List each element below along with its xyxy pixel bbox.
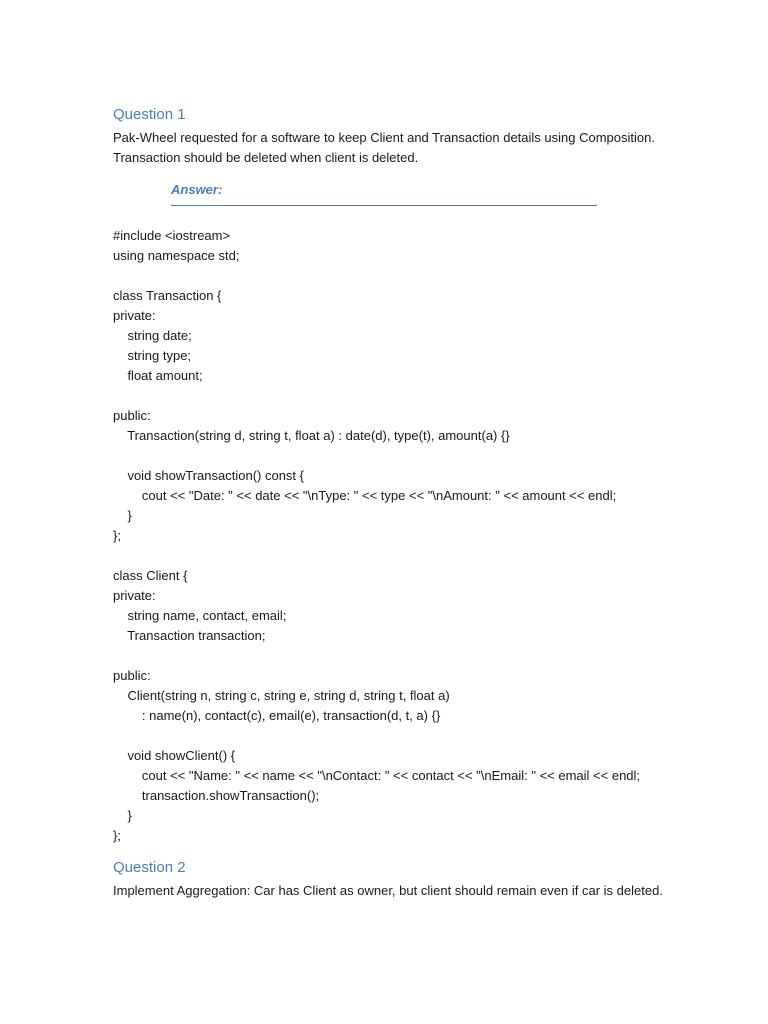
code-line: Transaction transaction; [113, 628, 266, 643]
code-line: cout << "Date: " << date << "\nType: " << type << "\nAmount: " << amount << endl; [113, 488, 617, 503]
code-line: string date; [113, 328, 192, 343]
code-line: string type; [113, 348, 192, 363]
code-line: Transaction(string d, string t, float a) : date(d), type(t), amount(a) {} [113, 428, 510, 443]
question-1-description-line-2: Transaction should be deleted when client is deleted. [113, 150, 419, 165]
answer-field[interactable] [171, 182, 597, 206]
code-line: }; [113, 528, 121, 543]
code-line: transaction.showTransaction(); [113, 788, 320, 803]
code-line [113, 546, 640, 566]
code-line: string name, contact, email; [113, 608, 287, 623]
code-line: using namespace std; [113, 248, 240, 263]
code-line: void showTransaction() const { [113, 468, 304, 483]
code-line: }; [113, 828, 121, 843]
answer-label: Answer: [171, 182, 223, 197]
code-line: void showClient() { [113, 748, 236, 763]
code-line: private: [113, 588, 156, 603]
code-line: } [113, 508, 132, 523]
code-line: } [113, 808, 132, 823]
question-2-heading: Question 2 [113, 859, 186, 876]
code-line: #include <iostream> [113, 228, 231, 243]
code-line: class Transaction { [113, 288, 222, 303]
code-line: public: [113, 408, 151, 423]
code-line: private: [113, 308, 156, 323]
question-2-description: Implement Aggregation: Car has Client as owner, but client should remain even if car is deleted. [113, 883, 663, 898]
question-1-description-line-1: Pak-Wheel requested for a software to keep Client and Transaction details using Composition. [113, 130, 655, 145]
code-line [113, 646, 640, 666]
code-line: cout << "Name: " << name << "\nContact: " << contact << "\nEmail: " << email << endl; [113, 768, 641, 783]
code-line [113, 386, 640, 406]
code-line: class Client { [113, 568, 188, 583]
question-1-heading: Question 1 [113, 106, 186, 123]
code-line: Client(string n, string c, string e, string d, string t, float a) [113, 688, 450, 703]
code-line: : name(n), contact(c), email(e), transaction(d, t, a) {} [113, 708, 441, 723]
code-block [113, 226, 640, 846]
code-line [113, 726, 640, 746]
code-line: public: [113, 668, 151, 683]
code-line [113, 446, 640, 466]
code-line: float amount; [113, 368, 203, 383]
code-line [113, 266, 640, 286]
